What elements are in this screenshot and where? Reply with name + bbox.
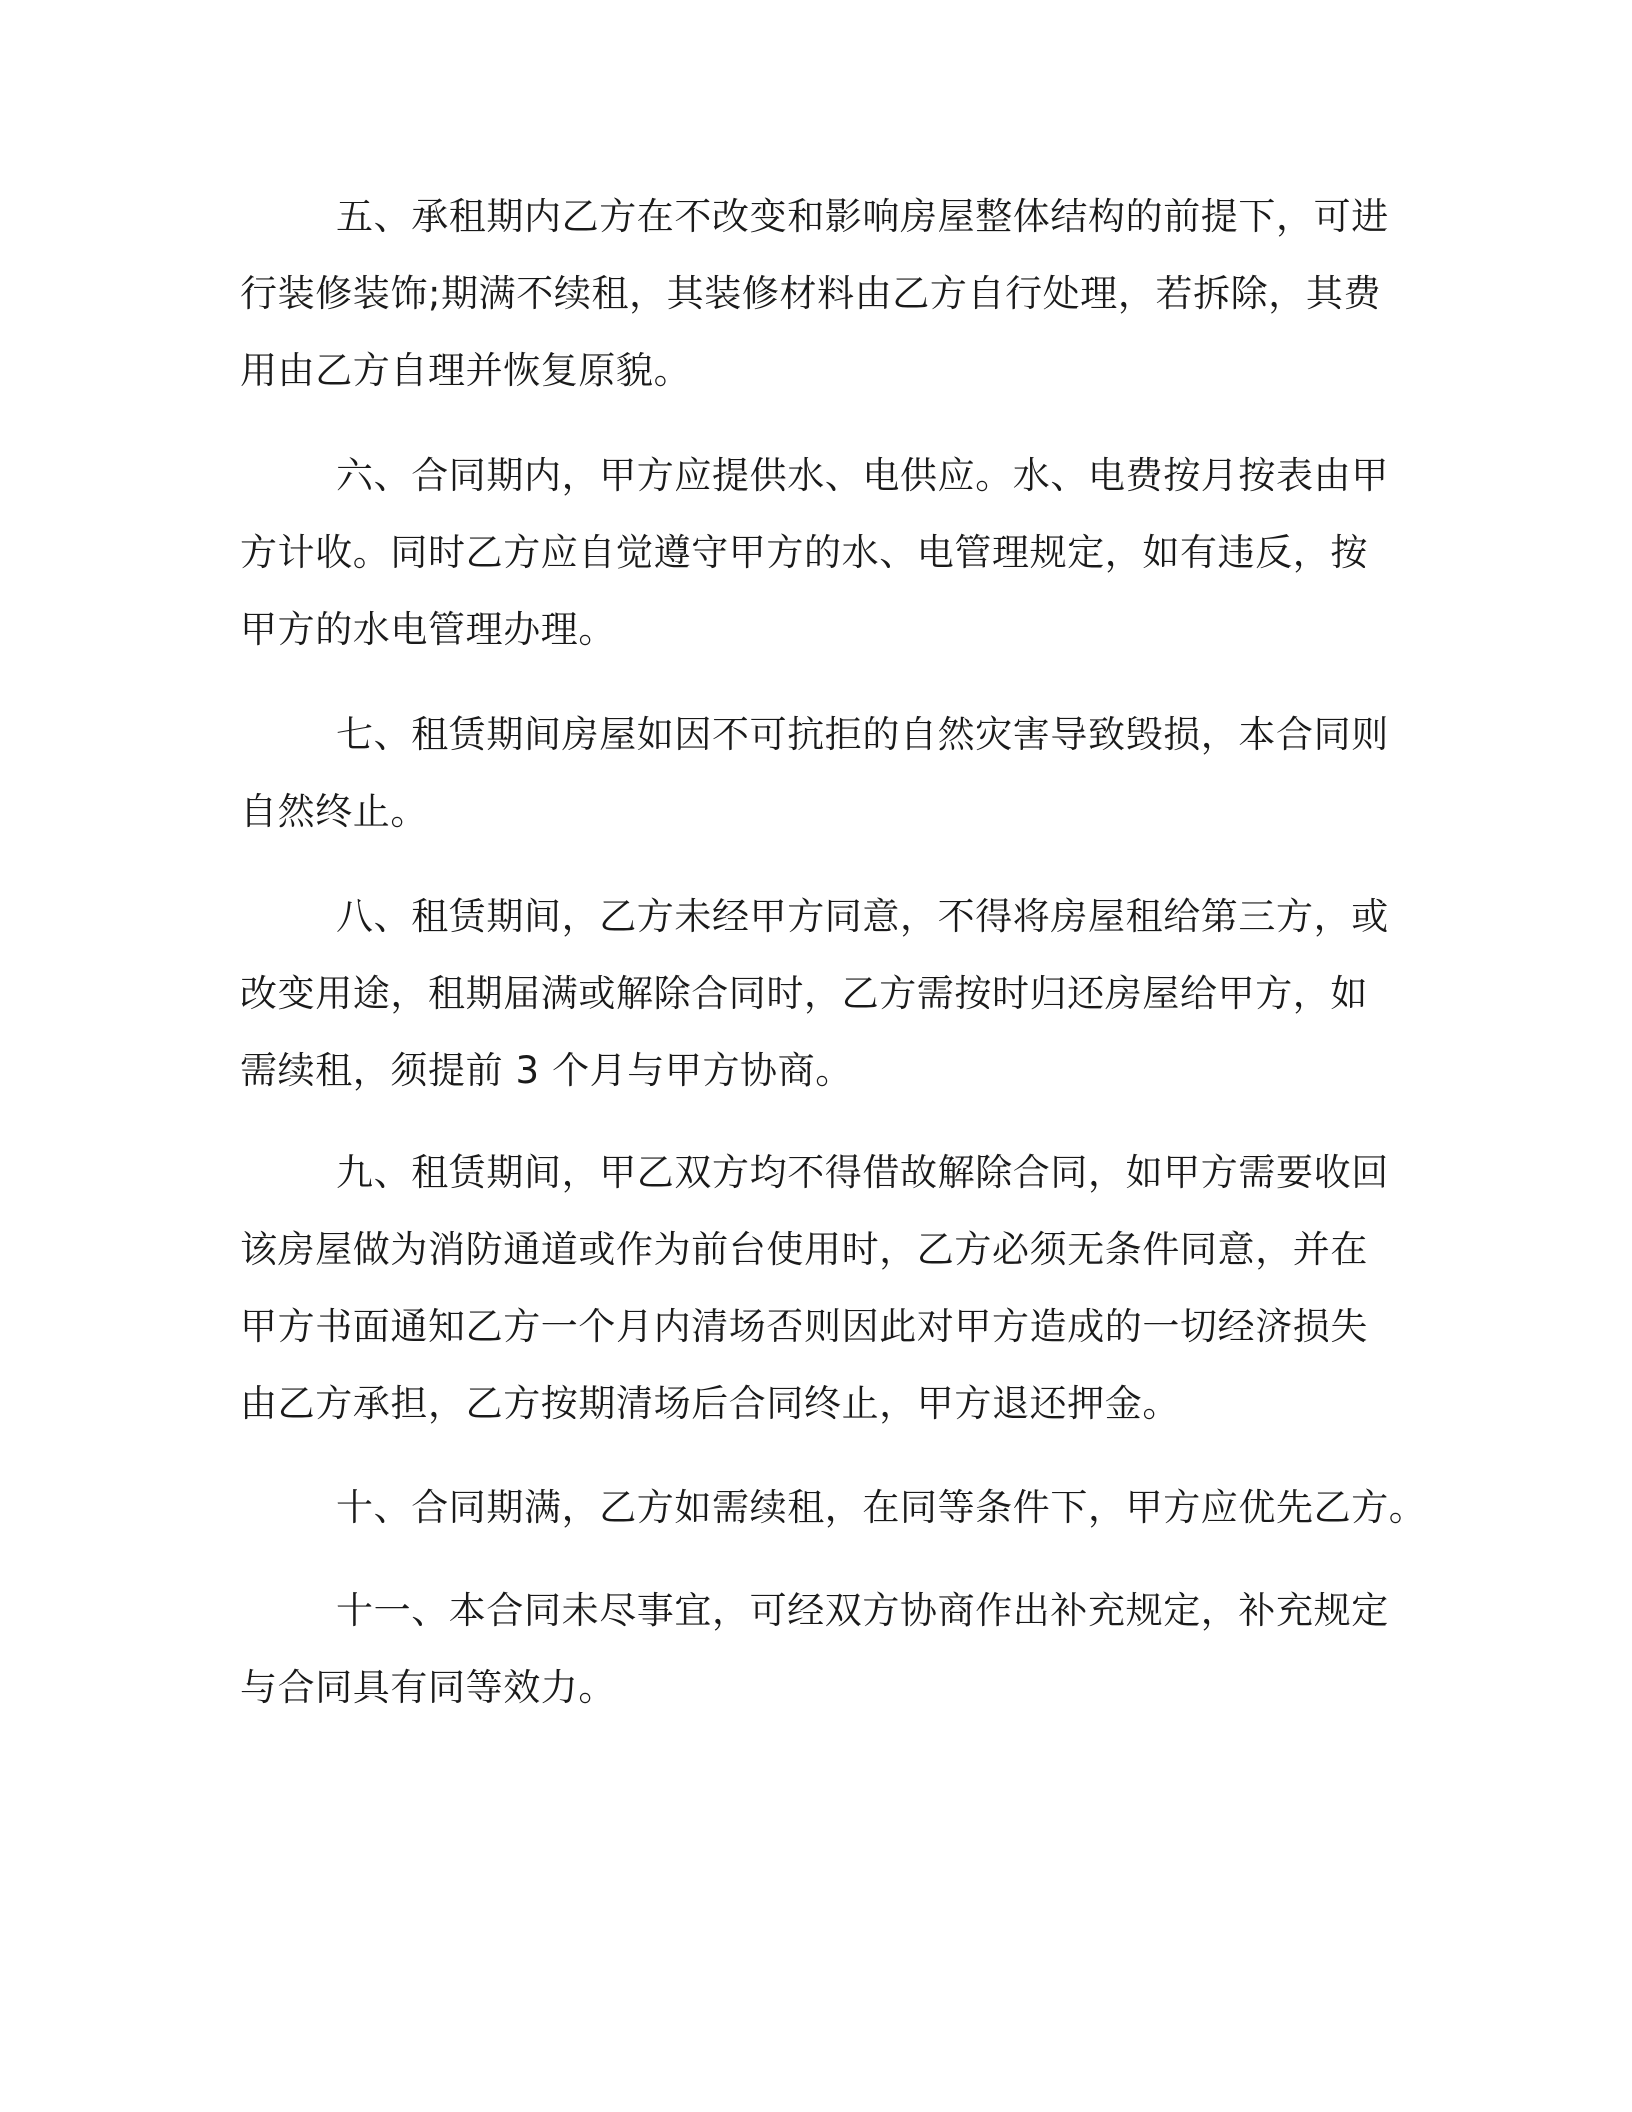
clause-line: 需续租，须提前 3 个月与甲方协商。	[240, 1049, 853, 1092]
clause-line: 十一、本合同未尽事宜，可经双方协商作出补充规定，补充规定	[336, 1589, 1389, 1632]
clause-5	[240, 178, 1420, 409]
clause-6	[240, 437, 1420, 668]
clause-line: 由乙方承担，乙方按期清场后合同终止，甲方退还押金。	[240, 1382, 1180, 1425]
clause-line: 七、租赁期间房屋如因不可抗拒的自然灾害导致毁损，本合同则	[336, 713, 1389, 756]
clause-11	[240, 1572, 1420, 1726]
clause-line: 用由乙方自理并恢复原貌。	[240, 349, 692, 392]
clause-line: 自然终止。	[240, 790, 428, 833]
clause-10	[240, 1469, 1427, 1546]
clause-line: 甲方的水电管理办理。	[240, 608, 616, 651]
clause-line: 方计收。同时乙方应自觉遵守甲方的水、电管理规定，如有违反，按	[240, 531, 1368, 574]
clause-line: 行装修装饰;期满不续租，其装修材料由乙方自行处理，若拆除，其费	[240, 272, 1382, 315]
clause-line: 甲方书面通知乙方一个月内清场否则因此对甲方造成的一切经济损失	[240, 1305, 1368, 1348]
clause-line: 六、合同期内，甲方应提供水、电供应。水、电费按月按表由甲	[336, 454, 1389, 497]
clause-line: 该房屋做为消防通道或作为前台使用时，乙方必须无条件同意，并在	[240, 1228, 1368, 1271]
clause-line: 九、租赁期间，甲乙双方均不得借故解除合同，如甲方需要收回	[336, 1151, 1389, 1194]
clause-8	[240, 878, 1420, 1109]
clause-9	[240, 1134, 1420, 1442]
clause-7	[240, 696, 1420, 850]
clause-line: 十、合同期满，乙方如需续租，在同等条件下，甲方应优先乙方。	[336, 1486, 1427, 1529]
clause-line: 八、租赁期间，乙方未经甲方同意，不得将房屋租给第三方，或	[336, 895, 1389, 938]
clause-line: 与合同具有同等效力。	[240, 1666, 616, 1709]
clause-line: 改变用途，租期届满或解除合同时，乙方需按时归还房屋给甲方，如	[240, 972, 1368, 1015]
clause-line: 五、承租期内乙方在不改变和影响房屋整体结构的前提下，可进	[336, 195, 1389, 238]
